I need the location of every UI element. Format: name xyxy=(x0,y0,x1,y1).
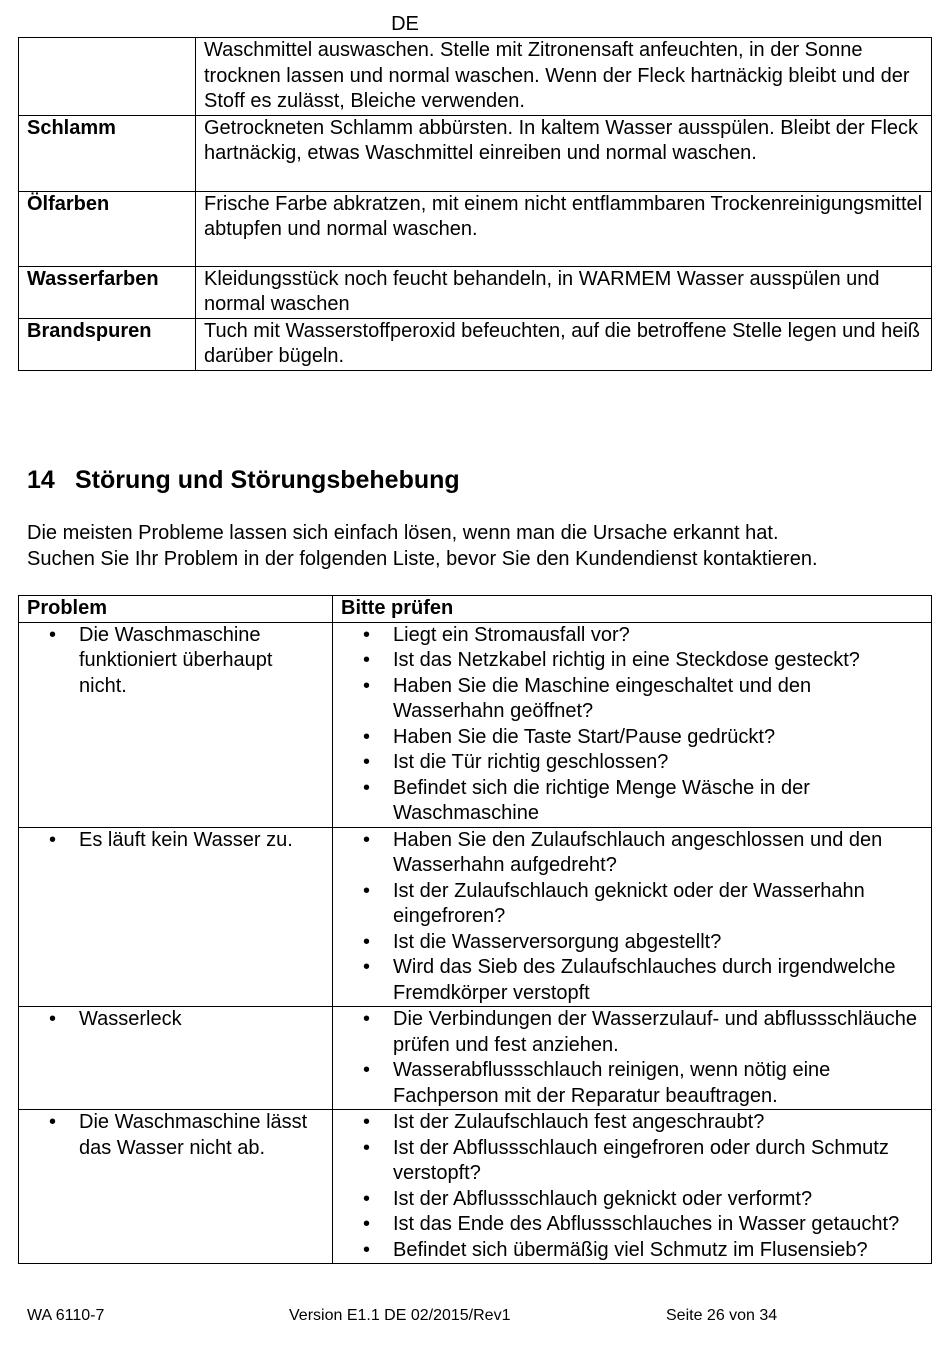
stain-description: Kleidungsstück noch feucht behandeln, in WARMEM Wasser ausspülen und normal waschen xyxy=(196,266,932,318)
check-item: • Wasserabflussschlauch reinigen, wenn nötig eine Fachperson mit der Reparatur beauftragen. xyxy=(333,1058,923,1109)
check-item: • Ist die Wasserversorgung abgestellt? xyxy=(333,930,923,956)
check-item: • Haben Sie die Maschine eingeschaltet und den Wasserhahn geöffnet? xyxy=(333,674,923,725)
table-row xyxy=(19,1110,932,1264)
stain-label: Brandspuren xyxy=(19,318,196,370)
check-item: • Ist der Zulaufschlauch geknickt oder der Wasserhahn eingefroren? xyxy=(333,879,923,930)
stain-description: Frische Farbe abkratzen, mit einem nicht entflammbaren Trockenreinigungsmittel abtupfen und normal waschen. xyxy=(196,191,932,266)
table-header-row xyxy=(19,596,932,623)
stain-description: Getrockneten Schlamm abbürsten. In kaltem Wasser ausspülen. Bleibt der Fleck hartnäckig, etwas Waschmittel einreiben und normal waschen. xyxy=(196,115,932,191)
check-item: • Ist die Tür richtig geschlossen? xyxy=(333,750,923,776)
check-item: • Ist der Abflussschlauch eingefroren oder durch Schmutz verstopft? xyxy=(333,1136,923,1187)
stain-label: Schlamm xyxy=(19,115,196,191)
check-item: • Ist das Netzkabel richtig in eine Steckdose gesteckt? xyxy=(333,648,923,674)
stain-removal-table xyxy=(18,37,932,371)
section-title: Störung und Störungsbehebung xyxy=(75,466,460,494)
intro-line-1: Die meisten Probleme lassen sich einfach lösen, wenn man die Ursache erkannt hat. xyxy=(27,522,779,544)
check-cell xyxy=(333,622,932,827)
language-label: DE xyxy=(391,13,419,35)
check-cell xyxy=(333,1110,932,1264)
table-row xyxy=(19,191,932,266)
check-item: • Liegt ein Stromausfall vor? xyxy=(333,623,923,649)
check-item: • Ist der Abflussschlauch geknickt oder verformt? xyxy=(333,1187,923,1213)
stain-label: Wasserfarben xyxy=(19,266,196,318)
stain-description: Waschmittel auswaschen. Stelle mit Zitronensaft anfeuchten, in der Sonne trocknen lassen und normal waschen. Wenn der Fleck hartnäckig bleibt und der Stoff es zulässt, Bleiche verwenden. xyxy=(196,38,932,116)
problem-item: • Es läuft kein Wasser zu. xyxy=(19,828,324,854)
problem-item: • Wasserleck xyxy=(19,1007,324,1033)
troubleshooting-table xyxy=(18,595,932,1264)
check-item: • Haben Sie die Taste Start/Pause gedrückt? xyxy=(333,725,923,751)
footer-model: WA 6110-7 xyxy=(27,1307,105,1324)
footer-page-number: Seite 26 von 34 xyxy=(666,1307,778,1324)
table-row xyxy=(19,115,932,191)
table-row xyxy=(19,266,932,318)
table-row xyxy=(19,827,932,1007)
table-row xyxy=(19,38,932,116)
section-number: 14 xyxy=(27,466,55,494)
intro-line-2: Suchen Sie Ihr Problem in der folgenden Liste, bevor Sie den Kundendienst kontaktieren. xyxy=(27,547,818,570)
problem-cell xyxy=(19,622,333,827)
stain-label xyxy=(19,38,196,116)
column-header-check: Bitte prüfen xyxy=(333,596,932,623)
section-heading xyxy=(27,466,460,495)
problem-item: • Die Waschmaschine funktioniert überhaupt nicht. xyxy=(19,623,324,700)
problem-cell xyxy=(19,1110,333,1264)
problem-cell xyxy=(19,1007,333,1110)
check-item: • Ist das Ende des Abflussschlauches in Wasser getaucht? xyxy=(333,1212,923,1238)
check-item: • Befindet sich übermäßig viel Schmutz im Flusensieb? xyxy=(333,1238,923,1264)
stain-description: Tuch mit Wasserstoffperoxid befeuchten, auf die betroffene Stelle legen und heiß darüber bügeln. xyxy=(196,318,932,370)
check-item: • Wird das Sieb des Zulaufschlauches durch irgendwelche Fremdkörper verstopft xyxy=(333,955,923,1006)
footer-version: Version E1.1 DE 02/2015/Rev1 xyxy=(289,1307,511,1324)
table-row xyxy=(19,622,932,827)
table-row xyxy=(19,1007,932,1110)
check-item: • Die Verbindungen der Wasserzulauf- und abflussschläuche prüfen und fest anziehen. xyxy=(333,1007,923,1058)
problem-item: • Die Waschmaschine lässt das Wasser nicht ab. xyxy=(19,1110,324,1161)
check-item: • Befindet sich die richtige Menge Wäsche in der Waschmaschine xyxy=(333,776,923,827)
check-cell xyxy=(333,827,932,1007)
intro-text xyxy=(27,521,927,572)
column-header-problem: Problem xyxy=(19,596,333,623)
check-cell xyxy=(333,1007,932,1110)
table-row xyxy=(19,318,932,370)
problem-cell xyxy=(19,827,333,1007)
stain-label: Ölfarben xyxy=(19,191,196,266)
check-item: • Ist der Zulaufschlauch fest angeschraubt? xyxy=(333,1110,923,1136)
check-item: • Haben Sie den Zulaufschlauch angeschlossen und den Wasserhahn aufgedreht? xyxy=(333,828,923,879)
